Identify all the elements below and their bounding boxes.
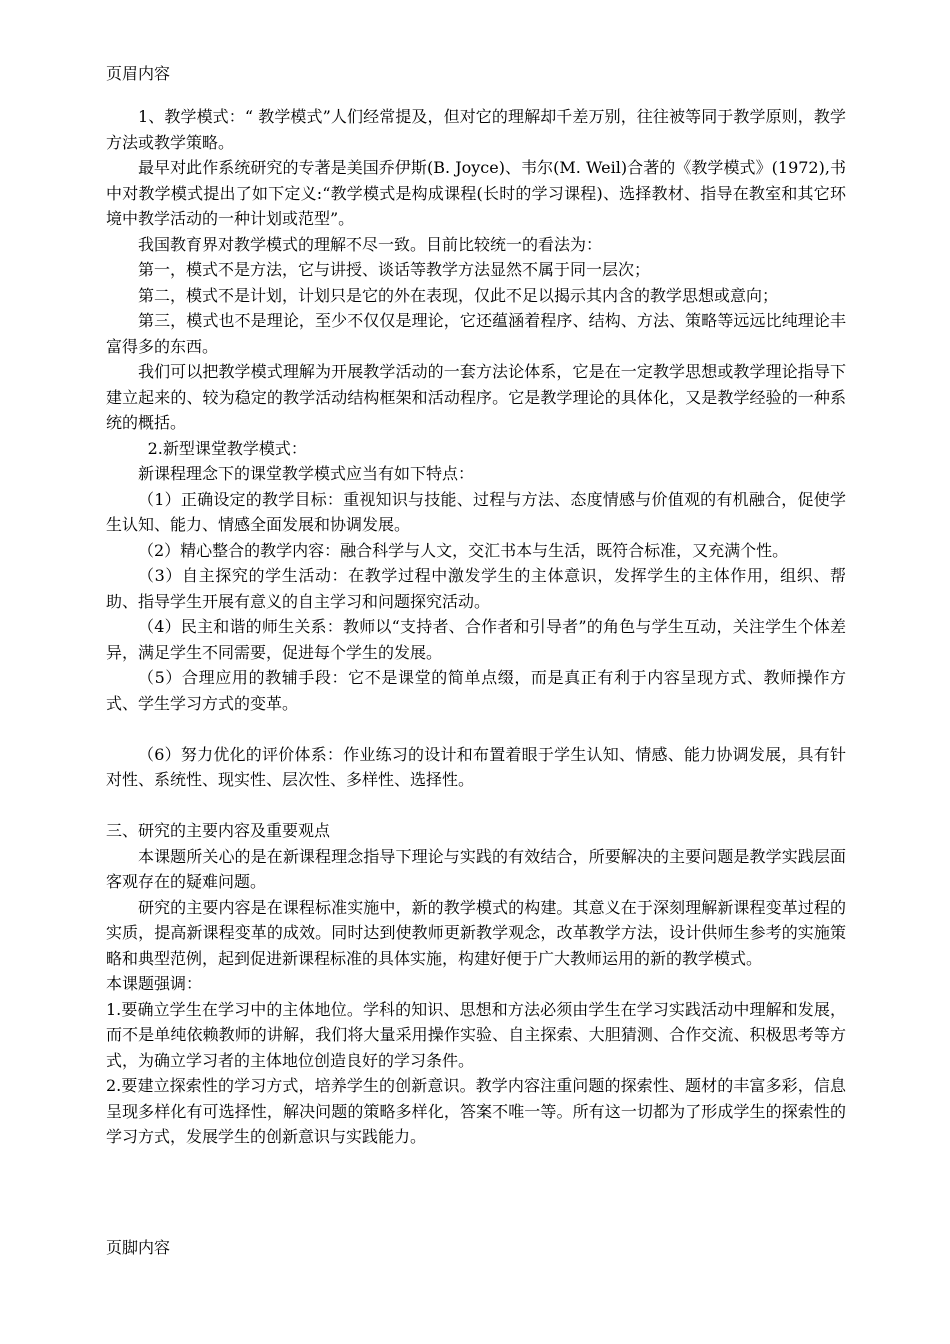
paragraph-point-third: 第三，模式也不是理论，至少不仅仅是理论，它还蕴涵着程序、结构、方法、策略等远远比纯理论丰富得多的东西。	[106, 311, 846, 356]
section-heading-new-mode: 2.新型课堂教学模式：	[147, 438, 307, 458]
page-header: 页眉内容	[106, 64, 171, 83]
paragraph-features-intro: 新课程理念下的课堂教学模式应当有如下特点：	[138, 464, 475, 483]
paragraph-research-content: 研究的主要内容是在课程标准实施中，新的教学模式的构建。其意义在于深刻理解新课程变革过程的实质，提高新课程变革的成效。同时达到使教师更新教学观念，改革教学方法，设计供师生参考的实施策略和典型范例，起到促进新课程标准的具体实施，构建好便于广大教师运用的新的教学模式。	[106, 897, 846, 968]
list-item-feature-5: （5）合理应用的教辅手段：它不是课堂的简单点缀，而是真正有利于内容呈现方式、教师操作方式、学生学习方式的变革。	[106, 668, 846, 713]
page-footer: 页脚内容	[106, 1238, 171, 1257]
paragraph-point-second: 第二，模式不是计划，计划只是它的外在表现，仅此不足以揭示其内含的教学思想或意向；	[138, 285, 779, 305]
list-item-feature-1: （1）正确设定的教学目标：重视知识与技能、过程与方法、态度情感与价值观的有机融合，促使学生认知、能力、情感全面发展和协调发展。	[106, 489, 846, 534]
paragraph-mode-understanding: 我们可以把教学模式理解为开展教学活动的一套方法论体系，它是在一定教学思想或教学理论指导下建立起来的、较为稳定的教学活动结构框架和活动程序。它是教学理论的具体化，又是教学经验的一种系统的概括。	[106, 362, 846, 432]
paragraph-emphasis-intro: 本课题强调：	[106, 974, 203, 993]
list-item-emphasis-1: 1.要确立学生在学习中的主体地位。学科的知识、思想和方法必须由学生在学习实践活动中理解和发展，而不是单纯依赖教师的讲解，我们将大量采用操作实验、自主探索、大胆猜测、合作交流、积极思考等方式，为确立学习者的主体地位创造良好的学习条件。	[106, 999, 846, 1070]
document-body	[106, 104, 846, 1150]
paragraph-teaching-mode-intro: 1、教学模式：“ 教学模式”人们经常提及，但对它的理解却千差万别，往往被等同于教学原则，教学方法或教学策略。	[106, 107, 846, 152]
section-heading-research-content: 三、研究的主要内容及重要观点	[106, 821, 331, 840]
list-item-feature-4: （4）民主和谐的师生关系：教师以“支持者、合作者和引导者”的角色与学生互动，关注学生个体差异，满足学生不同需要，促进每个学生的发展。	[106, 617, 846, 662]
blank-line	[106, 793, 846, 819]
list-item-feature-3: （3）自主探究的学生活动：在教学过程中激发学生的主体意识，发挥学生的主体作用，组织、帮助、指导学生开展有意义的自主学习和问题探究活动。	[106, 566, 846, 611]
list-item-feature-6: （6）努力优化的评价体系：作业练习的设计和布置着眼于学生认知、情感、能力协调发展，具有针对性、系统性、现实性、层次性、多样性、选择性。	[106, 744, 846, 789]
paragraph-domestic-views: 我国教育界对教学模式的理解不尽一致。目前比较统一的看法为：	[138, 234, 603, 254]
blank-line	[106, 716, 846, 742]
list-item-emphasis-2: 2.要建立探索性的学习方式，培养学生的创新意识。教学内容注重问题的探索性、题材的丰富多彩，信息呈现多样化有可选择性，解决问题的策略多样化，答案不唯一等。所有这一切都为了形成学生的探索性的学习方式，发展学生的创新意识与实践能力。	[106, 1076, 846, 1146]
paragraph-research-focus: 本课题所关心的是在新课程理念指导下理论与实践的有效结合，所要解决的主要问题是教学实践层面客观存在的疑难问题。	[106, 846, 846, 891]
paragraph-point-first: 第一，模式不是方法，它与讲授、谈话等教学方法显然不属于同一层次；	[138, 260, 651, 279]
list-item-feature-2: （2）精心整合的教学内容：融合科学与人文，交汇书本与生活，既符合标准，又充满个性。	[138, 540, 789, 560]
paragraph-joyce-weil-definition: 最早对此作系统研究的专著是美国乔伊斯(B. Joyce)、韦尔(M. Weil)合著的《教学模式》(1972),书中对教学模式提出了如下定义:“教学模式是构成课程(长时的学习课程)、选择教材、指导在教室和其它环境中教学活动的一种计划或范型”。	[106, 158, 846, 228]
